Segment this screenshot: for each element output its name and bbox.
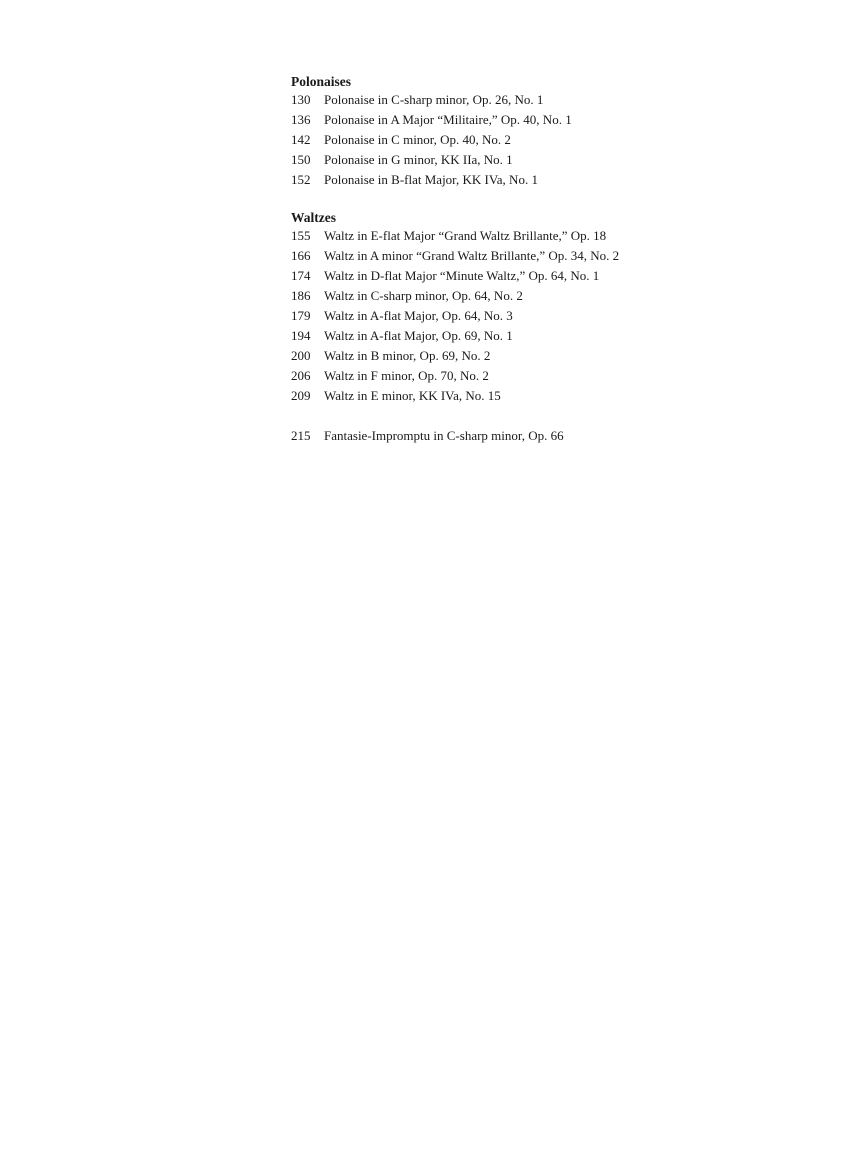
toc-entry xyxy=(291,286,811,306)
entry-title: Waltz in D-flat Major “Minute Waltz,” Op. 64, No. 1 xyxy=(324,268,600,283)
entry-title: Waltz in A minor “Grand Waltz Brillante,” Op. 34, No. 2 xyxy=(324,248,620,263)
toc-entry xyxy=(291,110,811,130)
page-number: 206 xyxy=(291,368,311,383)
entry-title: Waltz in A-flat Major, Op. 64, No. 3 xyxy=(324,308,513,323)
page-number: 186 xyxy=(291,288,311,303)
page-number: 152 xyxy=(291,172,311,187)
toc-entry xyxy=(291,246,811,266)
page-number: 155 xyxy=(291,228,311,243)
page-number: 194 xyxy=(291,328,311,343)
section-title-waltzes: Waltzes xyxy=(291,210,336,225)
toc-entry xyxy=(291,90,811,110)
entry-title: Waltz in A-flat Major, Op. 69, No. 1 xyxy=(324,328,513,343)
entry-title: Polonaise in G minor, KK IIa, No. 1 xyxy=(324,152,513,167)
entry-title: Polonaise in C minor, Op. 40, No. 2 xyxy=(324,132,511,147)
section-waltzes xyxy=(291,210,811,406)
page-number: 136 xyxy=(291,112,311,127)
page-number: 174 xyxy=(291,268,311,283)
toc-entry xyxy=(291,170,811,190)
toc-entry xyxy=(291,150,811,170)
table-of-contents xyxy=(291,74,811,446)
toc-entry xyxy=(291,386,811,406)
entry-title: Fantasie-Impromptu in C-sharp minor, Op. 66 xyxy=(324,428,564,443)
entry-title: Waltz in F minor, Op. 70, No. 2 xyxy=(324,368,489,383)
page-number: 150 xyxy=(291,152,311,167)
page-number: 215 xyxy=(291,428,311,443)
page-number: 209 xyxy=(291,388,311,403)
entry-title: Polonaise in C-sharp minor, Op. 26, No. 1 xyxy=(324,92,544,107)
page-number: 200 xyxy=(291,348,311,363)
entry-title: Polonaise in A Major “Militaire,” Op. 40, No. 1 xyxy=(324,112,572,127)
entry-title: Polonaise in B-flat Major, KK IVa, No. 1 xyxy=(324,172,538,187)
entry-title: Waltz in C-sharp minor, Op. 64, No. 2 xyxy=(324,288,523,303)
section-polonaises xyxy=(291,74,811,190)
entry-title: Waltz in B minor, Op. 69, No. 2 xyxy=(324,348,491,363)
toc-entry xyxy=(291,306,811,326)
page-number: 142 xyxy=(291,132,311,147)
toc-entry xyxy=(291,266,811,286)
toc-entry xyxy=(291,226,811,246)
page-number: 166 xyxy=(291,248,311,263)
entry-title: Waltz in E-flat Major “Grand Waltz Brillante,” Op. 18 xyxy=(324,228,607,243)
toc-entry xyxy=(291,346,811,366)
section-title-polonaises: Polonaises xyxy=(291,74,352,89)
toc-entry xyxy=(291,326,811,346)
toc-entry-fantasie-impromptu xyxy=(291,426,811,446)
toc-entry xyxy=(291,366,811,386)
entry-title: Waltz in E minor, KK IVa, No. 15 xyxy=(324,388,501,403)
toc-entry xyxy=(291,130,811,150)
page-number: 130 xyxy=(291,92,311,107)
page-number: 179 xyxy=(291,308,311,323)
